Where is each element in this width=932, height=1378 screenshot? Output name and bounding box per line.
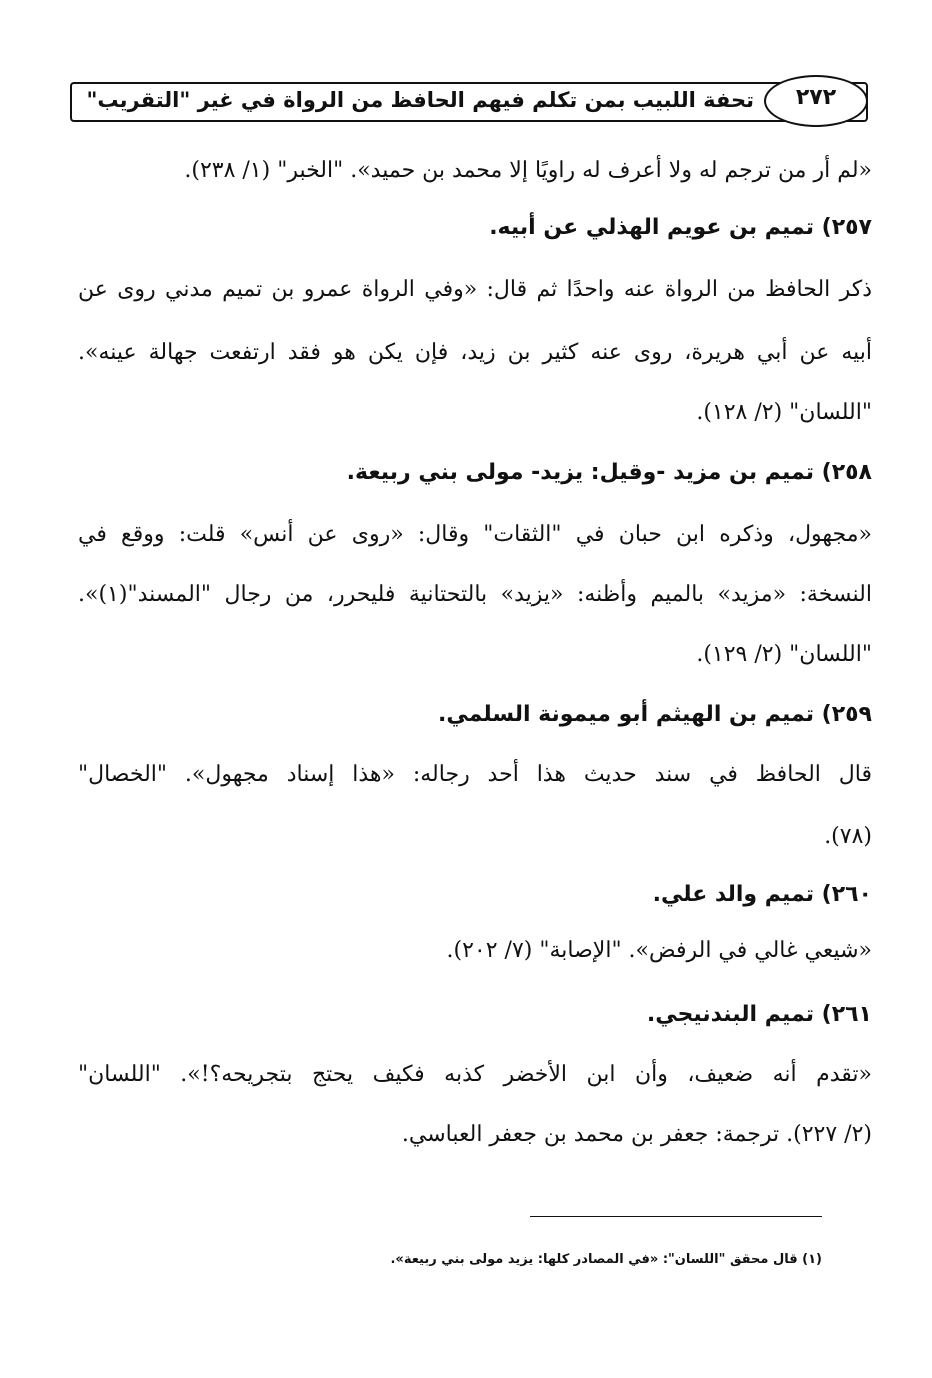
footnote: (١) قال محقق "اللسان": «في المصادر كلها: يزيد مولى بني ربيعة». <box>390 1252 822 1267</box>
text-line: "اللسان" (٢/ ١٢٨). <box>696 400 872 425</box>
page-number: ٢٧٢ <box>795 85 837 110</box>
text-line: أبيه عن أبي هريرة، روى عنه كثير بن زيد، فإن يكن هو فقد ارتفعت جهالة عينه». <box>78 340 872 365</box>
text-line: «شيعي غالي في الرفض». "الإصابة" (٧/ ٢٠٢). <box>446 938 872 963</box>
text-line: «مجهول، وذكره ابن حبان في "الثقات" وقال: «روى عن أنس» قلت: ووقع في <box>78 522 872 547</box>
text-line: (٢/ ٢٢٧). ترجمة: جعفر بن محمد بن جعفر العباسي. <box>401 1122 872 1147</box>
entry-heading-258: ٢٥٨) تميم بن مزيد -وقيل: يزيد- مولى بني ربيعة. <box>346 460 872 485</box>
text-line: «تقدم أنه ضعيف، وأن ابن الأخضر كذبه فكيف يحتج بتجريحه؟!». "اللسان" <box>78 1062 872 1087</box>
page-number-oval <box>764 75 868 127</box>
footnote-divider <box>530 1216 822 1217</box>
text-line: "اللسان" (٢/ ١٢٩). <box>696 642 872 667</box>
entry-heading-259: ٢٥٩) تميم بن الهيثم أبو ميمونة السلمي. <box>437 702 872 727</box>
entry-heading-257: ٢٥٧) تميم بن عويم الهذلي عن أبيه. <box>489 215 872 240</box>
text-line: «لم أر من ترجم له ولا أعرف له راويًا إلا محمد بن حميد». "الخبر" (١/ ٢٣٨). <box>184 158 872 183</box>
running-header <box>70 82 868 122</box>
text-line: ذكر الحافظ من الرواة عنه واحدًا ثم قال: «وفي الرواة عمرو بن تميم مدني روى عن <box>78 277 872 302</box>
text-line: قال الحافظ في سند حديث هذا أحد رجاله: «هذا إسناد مجهول». "الخصال" <box>78 762 872 787</box>
text-line: (٧٨). <box>824 824 872 849</box>
header-title: تحفة اللبيب بمن تكلم فيهم الحافظ من الرواة في غير "التقريب" <box>86 88 754 112</box>
text-line: النسخة: «مزيد» بالميم وأظنه: «يزيد» بالتحتانية فليحرر، من رجال "المسند"(١)». <box>78 582 872 607</box>
entry-heading-260: ٢٦٠) تميم والد علي. <box>652 882 872 907</box>
entry-heading-261: ٢٦١) تميم البندنيجي. <box>646 1002 872 1027</box>
